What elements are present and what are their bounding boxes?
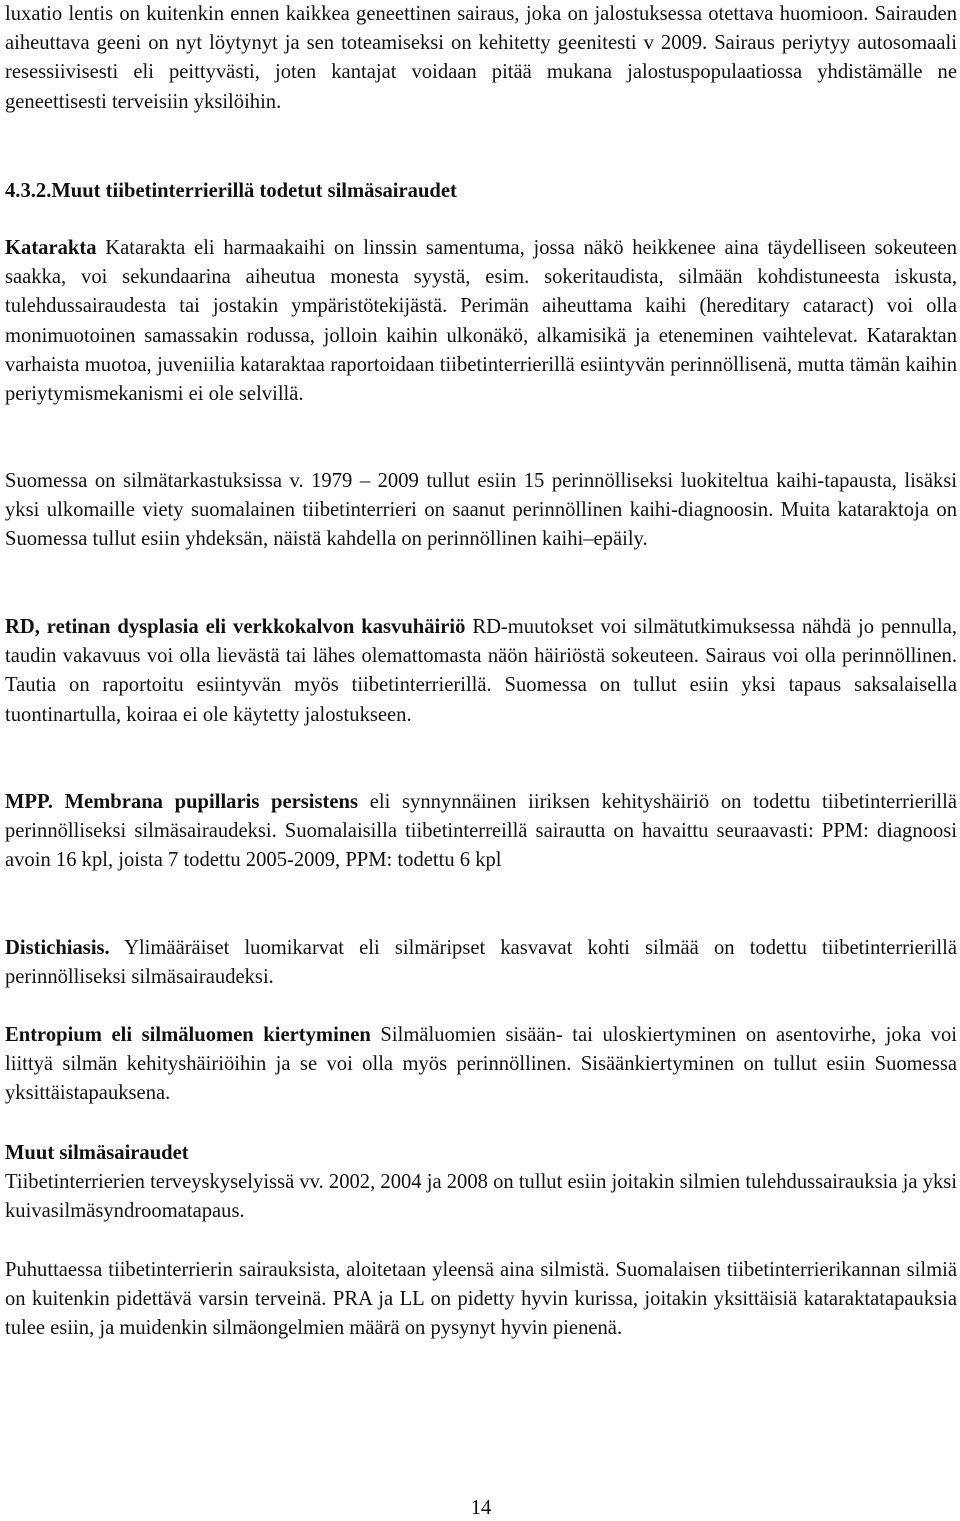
distichiasis-paragraph [5, 934, 957, 992]
muut-text: Tiibetinterrierien terveyskyselyissä vv. 2002, 2004 ja 2008 on tullut esiin joitakin silmien tulehdussairauksia ja yksi kuivasilmäsyndroomatapaus. [5, 1171, 957, 1223]
rd-paragraph [5, 613, 957, 730]
page-number: 14 [470, 1497, 492, 1519]
katarakta-finland-text: Suomessa on silmätarkastuksissa v. 1979 – 2009 tullut esiin 15 perinnölliseksi luokiteltua kaihi-tapausta, lisäksi yksi ulkomaille viety suomalainen tiibetinterrieri on saanut perinnöllinen kaihi-diagnoosin. Muita kataraktoja on Suomessa tullut esiin yhdeksän, näistä kahdella on perinnöllinen kaihi–epäily. [5, 470, 957, 551]
katarakta-finland-paragraph [5, 467, 957, 555]
mpp-term: MPP. Membrana pupillaris persistens [5, 791, 359, 813]
distichiasis-text: Ylimääräiset luomikarvat eli silmäripset kasvavat kohti silmää on todettu tiibetinterrierillä perinnölliseksi silmäsairaudeksi. [5, 937, 957, 989]
section-heading: 4.3.2.Muut tiibetinterrierillä todetut silmäsairaudet [5, 180, 457, 202]
document-page [5, 0, 957, 1521]
entropium-term: Entropium eli silmäluomen kiertyminen [5, 1024, 371, 1046]
muut-heading: Muut silmäsairaudet [5, 1142, 189, 1164]
entropium-text: Silmäluomien sisään- tai uloskiertyminen on asentovirhe, joka voi liittyä silmän kehityshäiriöihin ja se voi olla myös perinnöllinen. Sisäänkiertyminen on tullut esiin Suomessa yksittäistapauksena. [5, 1024, 957, 1105]
closing-text: Puhuttaessa tiibetinterrierin sairauksista, aloitetaan yleensä aina silmistä. Suomalaisen tiibetinterrierikannan silmiä on kuitenkin pidettävä varsin terveinä. PRA ja LL on pidetty hyvin kurissa, joitakin yksittäisiä kataraktatapauksia tulee esiin, ja muidenkin silmäongelmien määrä on pysynyt hyvin pienenä. [5, 1259, 957, 1340]
katarakta-term: Katarakta [5, 237, 97, 259]
katarakta-paragraph [5, 234, 957, 409]
muut-paragraph [5, 1168, 957, 1226]
entropium-paragraph [5, 1021, 957, 1109]
distichiasis-term: Distichiasis. [5, 937, 110, 959]
rd-text: RD-muutokset voi silmätutkimuksessa nähdä jo pennulla, taudin vakavuus voi olla lievästä tai lähes olemattomasta näön häiriöstä sokeuteen. Sairaus voi olla perinnöllinen. Tautia on raportoitu esiintyvän myös tiibetinterrierillä. Suomessa on tullut esiin yksi tapaus saksalaisella tuontinartulla, koiraa ei ole käytetty jalostukseen. [5, 616, 958, 726]
katarakta-text: Katarakta eli harmaakaihi on linssin samentuma, jossa näkö heikkenee aina täydelliseen sokeuteen saakka, voi sekundaarina aiheutua monesta syystä, esim. sokeritaudista, silmään kohdistuneesta iskusta, tulehdussairaudesta tai jostakin ympäristötekijästä. Perimän aiheuttama kaihi (hereditary cataract) voi olla monimuotoinen samassakin rodussa, jolloin kaihin ulkonäkö, alkamisikä ja eteneminen vaihtelevat. Kataraktan varhaista muotoa, juveniilia kataraktaa raportoidaan tiibetinterrierillä esiintyvän perinnöllisenä, mutta tämän kaihin periytymismekanismi ei ole selvillä. [5, 237, 957, 406]
intro-paragraph [5, 0, 957, 117]
mpp-text: eli synnynnäinen iiriksen kehityshäiriö on todettu tiibetinterrierillä perinnölliseksi silmäsairaudeksi. Suomalaisilla tiibetinterreillä sairautta on havaittu seuraavasti: PPM: diagnoosi avoin 16 kpl, joista 7 todettu 2005-2009, PPM: todettu 6 kpl [5, 791, 957, 872]
rd-term: RD, retinan dysplasia eli verkkokalvon kasvuhäiriö [5, 616, 466, 638]
intro-text: luxatio lentis on kuitenkin ennen kaikkea geneettinen sairaus, joka on jalostuksessa otettava huomioon. Sairauden aiheuttava geeni on nyt löytynyt ja sen toteamiseksi on kehitetty geenitesti v 2009. Sairaus periytyy autosomaali resessiivisesti eli peittyvästi, joten kantajat voidaan pitää mukana jalostuspopulaatiossa yhdistämälle ne geneettisesti terveisiin yksilöihin. [5, 3, 957, 113]
mpp-paragraph [5, 788, 957, 876]
closing-paragraph [5, 1256, 957, 1344]
